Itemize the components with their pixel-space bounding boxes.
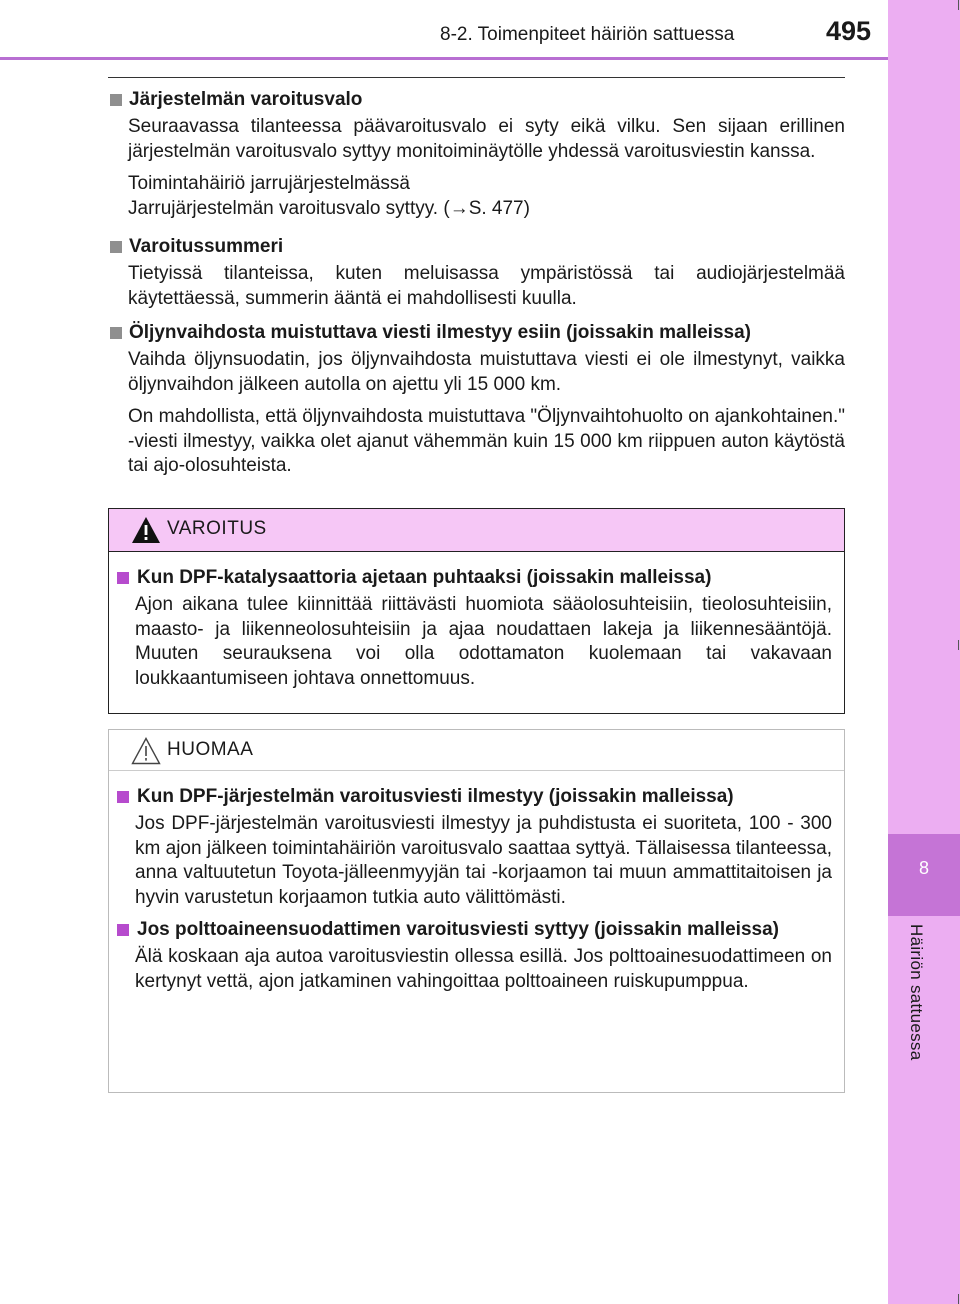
bullet-square-icon <box>110 327 122 339</box>
section-heading: Öljynvaihdosta muistuttava viesti ilmestyy esiin (joissakin malleissa) <box>108 321 845 345</box>
page-header <box>0 0 888 60</box>
warning-body <box>109 552 844 691</box>
crop-mark <box>958 640 959 650</box>
caution-triangle-icon <box>131 737 161 765</box>
section <box>108 321 845 479</box>
chapter-label: Häiriön sattuessa <box>907 924 926 1061</box>
notice-body <box>109 771 844 994</box>
paragraph: On mahdollista, että öljynvaihdosta muistuttava "Öljynvaihtohuolto on ajankohtainen." -viesti ilmestyy, vaikka olet ajanut vähemmän kuin 15 000 km riippuen auton käytöstä tai ajo-olosuhteista. <box>128 406 845 476</box>
chapter-tab[interactable] <box>888 834 960 916</box>
warning-triangle-icon <box>131 516 161 544</box>
chapter-number: 8 <box>918 858 929 878</box>
paragraph: Seuraavassa tilanteessa päävaroitusvalo ei syty eikä vilku. Sen sijaan erillinen järjestelmän varoitusvalo syttyy monitoiminäytölle yhdessä varoitusviestin kanssa. <box>128 116 845 162</box>
bullet-square-icon <box>110 94 122 106</box>
notice-box <box>108 729 845 1093</box>
bullet-square-icon <box>117 572 129 584</box>
bullet-square-icon <box>117 791 129 803</box>
warning-item-text: Ajon aikana tulee kiinnittää riittävästi huomiota sääolosuhteisiin, tieolosuhteisiin, maasto- ja liikenneolosuhteisiin ja ajaa noudattaen lakeja ja liikennesääntöjä. Muuten seurauksena voi olla odottamaton kuolemaan tai vakavaan loukkaantumiseen johtava onnettomuus. <box>135 594 832 689</box>
warning-title: VAROITUS <box>167 518 267 539</box>
notice-header <box>109 730 844 771</box>
section-heading: Järjestelmän varoitusvalo <box>108 88 845 112</box>
crop-mark <box>958 1294 959 1304</box>
warning-item-heading: Kun DPF-katalysaattoria ajetaan puhtaaksi (joissakin malleissa) <box>109 566 832 590</box>
notice-item-text: Jos DPF-järjestelmän varoitusviesti ilmestyy ja puhdistusta ei suoriteta, 100 - 300 km ajon jälkeen toimintahäiriön varoitusvalo saattaa syttyä. Tällaisessa tilanteessa, anna valtuutetun Toyota-jälleenmyyjän tai -korjaamon tai muun ammattitaitoisen ja hyvin varustetun korjaamon tutkia auto välittömästi. <box>135 813 832 908</box>
paragraph: Toimintahäiriö jarrujärjestelmässä Jarrujärjestelmän varoitusvalo syttyy. (→S. 477) <box>128 173 530 219</box>
bullet-square-icon <box>110 241 122 253</box>
page-number: 495 <box>826 16 872 46</box>
paragraph: Vaihda öljynsuodatin, jos öljynvaihdosta muistuttava viesti ei ole ilmestynyt, vaikka öljynvaihdon jälkeen autolla on ajettu yli 15 000 km. <box>128 349 845 395</box>
cross-reference-link[interactable]: Jarrujärjestelmän varoitusvalo syttyy. (→S. 477) <box>128 197 530 219</box>
crop-mark <box>958 0 959 10</box>
notice-title: HUOMAA <box>167 739 254 760</box>
paragraph: Tietyissä tilanteissa, kuten meluisassa ympäristössä tai audiojärjestelmää käytettäessä, summerin ääntä ei mahdollisesti kuulla. <box>128 263 845 309</box>
main-content <box>108 88 845 489</box>
notice-item-heading: Jos polttoaineensuodattimen varoitusviesti syttyy (joissakin malleissa) <box>109 918 832 942</box>
warning-box <box>108 508 845 714</box>
section-title: 8-2. Toimenpiteet häiriön sattuessa <box>440 24 735 45</box>
side-tab <box>888 0 960 1304</box>
section <box>108 88 845 221</box>
bullet-square-icon <box>117 924 129 936</box>
notice-item-text: Älä koskaan aja autoa varoitusviestin ollessa esillä. Jos polttoainesuodattimeen on kertynyt vettä, ajon jatkaminen vahingoittaa polttoaineen ruiskupumppua. <box>135 946 832 992</box>
section <box>108 235 845 311</box>
header-divider <box>0 57 888 60</box>
section-heading: Varoitussummeri <box>108 235 845 259</box>
notice-item-heading: Kun DPF-järjestelmän varoitusviesti ilmestyy (joissakin malleissa) <box>109 785 832 809</box>
warning-header <box>109 509 844 552</box>
content-top-rule <box>108 77 845 78</box>
